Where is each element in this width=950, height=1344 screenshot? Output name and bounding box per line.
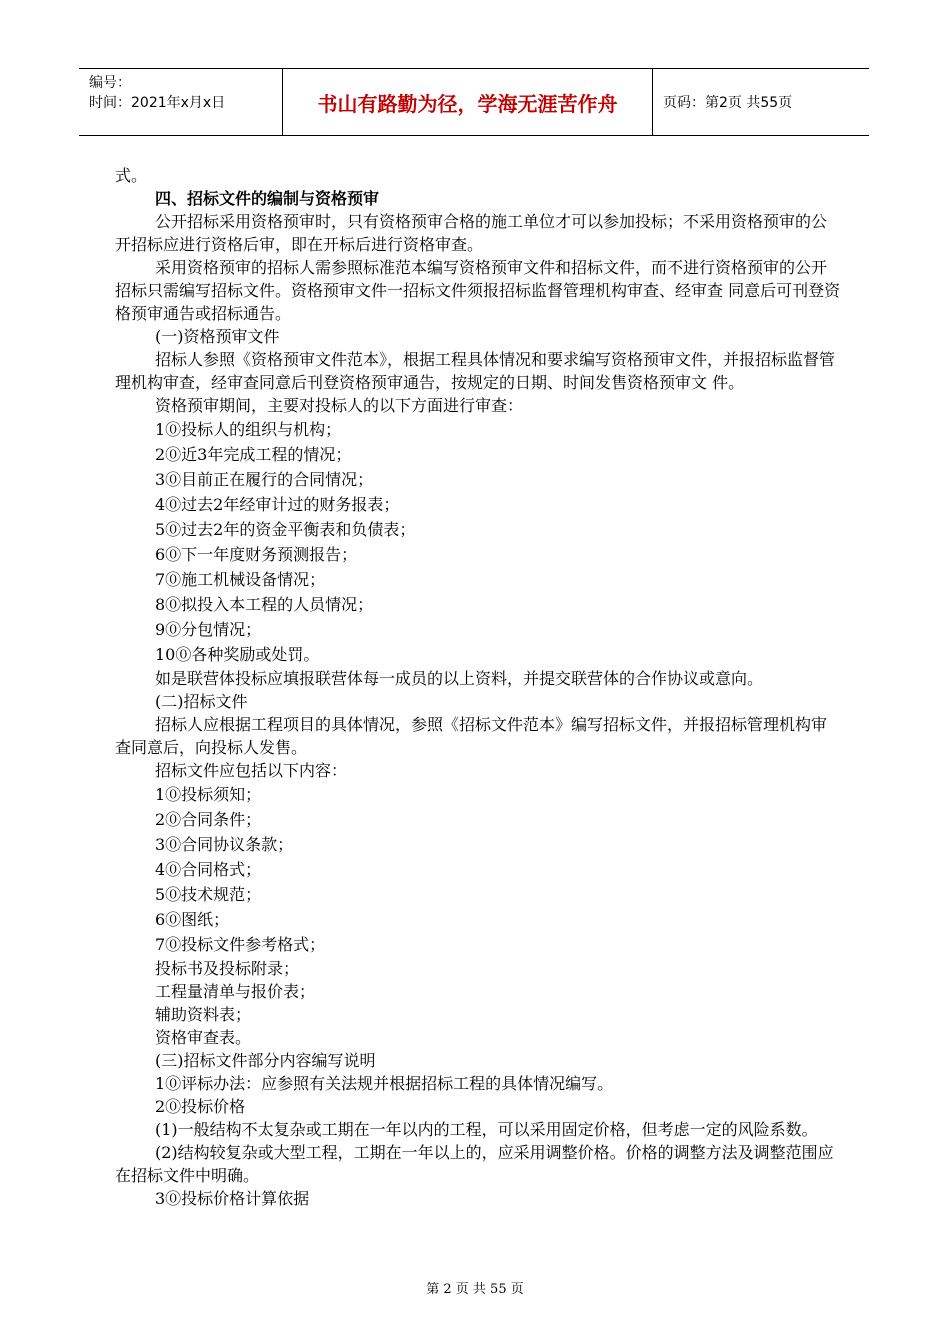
paragraph: 如是联营体投标应填报联营体每一成员的以上资料，并提交联营体的合作协议或意向。 bbox=[155, 669, 764, 688]
paragraph: 招标人参照《资格预审文件范本》，根据工程具体情况和要求编写资格预审文件，并报招标监督管理机构审查，经审查同意后刊登资格预审通告，按规定的日期、时间发售资格预审文 件。 bbox=[115, 350, 836, 392]
subsection-heading: (二)招标文件 bbox=[155, 692, 248, 711]
paragraph: 1⓪评标办法：应参照有关法规并根据招标工程的具体情况编写。 bbox=[155, 1074, 614, 1093]
list-item: 3⓪目前正在履行的合同情况； bbox=[155, 470, 374, 489]
list-item: 辅助资料表； bbox=[155, 1005, 252, 1024]
header-page-info: 页码：第2页 共55页 bbox=[663, 95, 793, 111]
paragraph: 招标人应根据工程项目的具体情况，参照《招标文件范本》编写招标文件，并报招标管理机构审查同意后，向投标人发售。 bbox=[115, 715, 828, 757]
paragraph-continuation: 式。 bbox=[115, 166, 148, 185]
bid-format-list bbox=[115, 957, 841, 1049]
list-item: 8⓪拟投入本工程的人员情况； bbox=[155, 595, 374, 614]
section-heading: 四、招标文件的编制与资格预审 bbox=[155, 189, 380, 208]
paragraph: 招标文件应包括以下内容： bbox=[155, 761, 348, 780]
list-item: 6⓪下一年度财务预测报告； bbox=[155, 545, 358, 564]
paragraph: (2)结构较复杂或大型工程，工期在一年以上的，应采用调整价格。价格的调整方法及调整范围应在招标文件中明确。 bbox=[115, 1143, 834, 1185]
header-meta-cell bbox=[79, 69, 283, 135]
paragraph: 采用资格预审的招标人需参照标准范本编写资格预审文件和招标文件，而不进行资格预审的公开招标只需编写招标文件。资格预审文件一招标文件须报招标监督管理机构审查、经审查 同意后可刊登资格预审通告或招标通告。 bbox=[115, 258, 841, 323]
paragraph: 2⓪投标价格 bbox=[155, 1097, 246, 1116]
subsection-heading: (一)资格预审文件 bbox=[155, 327, 280, 346]
list-item: 3⓪合同协议条款； bbox=[155, 835, 294, 854]
list-item: 9⓪分包情况； bbox=[155, 620, 262, 639]
list-item: 资格审查表。 bbox=[155, 1028, 252, 1047]
list-item: 1⓪投标须知； bbox=[155, 785, 262, 804]
document-date-label: 时间：2021年x月x日 bbox=[89, 95, 226, 111]
list-item: 5⓪过去2年的资金平衡表和负债表； bbox=[155, 520, 416, 539]
review-items-list bbox=[115, 417, 841, 667]
paragraph: (1)一般结构不太复杂或工期在一年以内的工程，可以采用固定价格，但考虑一定的风险系数。 bbox=[155, 1120, 818, 1139]
paragraph: 3⓪投标价格计算依据 bbox=[155, 1189, 310, 1208]
list-item: 5⓪技术规范； bbox=[155, 885, 262, 904]
list-item: 4⓪过去2年经审计过的财务报表； bbox=[155, 495, 400, 514]
list-item: 4⓪合同格式； bbox=[155, 860, 262, 879]
paragraph: 资格预审期间，主要对投标人的以下方面进行审查： bbox=[155, 396, 524, 415]
list-item: 工程量清单与报价表； bbox=[155, 982, 316, 1001]
document-number-label: 编号： bbox=[89, 75, 131, 91]
list-item: 投标书及投标附录； bbox=[155, 959, 300, 978]
paragraph: 公开招标采用资格预审时，只有资格预审合格的施工单位才可以参加投标；不采用资格预审的公开招标应进行资格后审，即在开标后进行资格审查。 bbox=[115, 212, 828, 254]
page-header-table bbox=[79, 68, 869, 136]
list-item: 7⓪施工机械设备情况； bbox=[155, 570, 326, 589]
list-item: 2⓪合同条件； bbox=[155, 810, 262, 829]
header-motto: 书山有路勤为径，学海无涯苦作舟 bbox=[283, 69, 653, 135]
list-item: 2⓪近3年完成工程的情况； bbox=[155, 445, 352, 464]
list-item: 10⓪各种奖励或处罚。 bbox=[155, 645, 320, 664]
list-item: 7⓪投标文件参考格式； bbox=[155, 935, 326, 954]
list-item: 1⓪投标人的组织与机构； bbox=[155, 420, 342, 439]
list-item: 6⓪图纸； bbox=[155, 910, 230, 929]
subsection-heading: (三)招标文件部分内容编写说明 bbox=[155, 1051, 376, 1070]
page-footer: 第 2 页 共 55 页 bbox=[426, 1282, 524, 1297]
tender-contents-list bbox=[115, 782, 841, 957]
document-body bbox=[115, 164, 841, 1210]
